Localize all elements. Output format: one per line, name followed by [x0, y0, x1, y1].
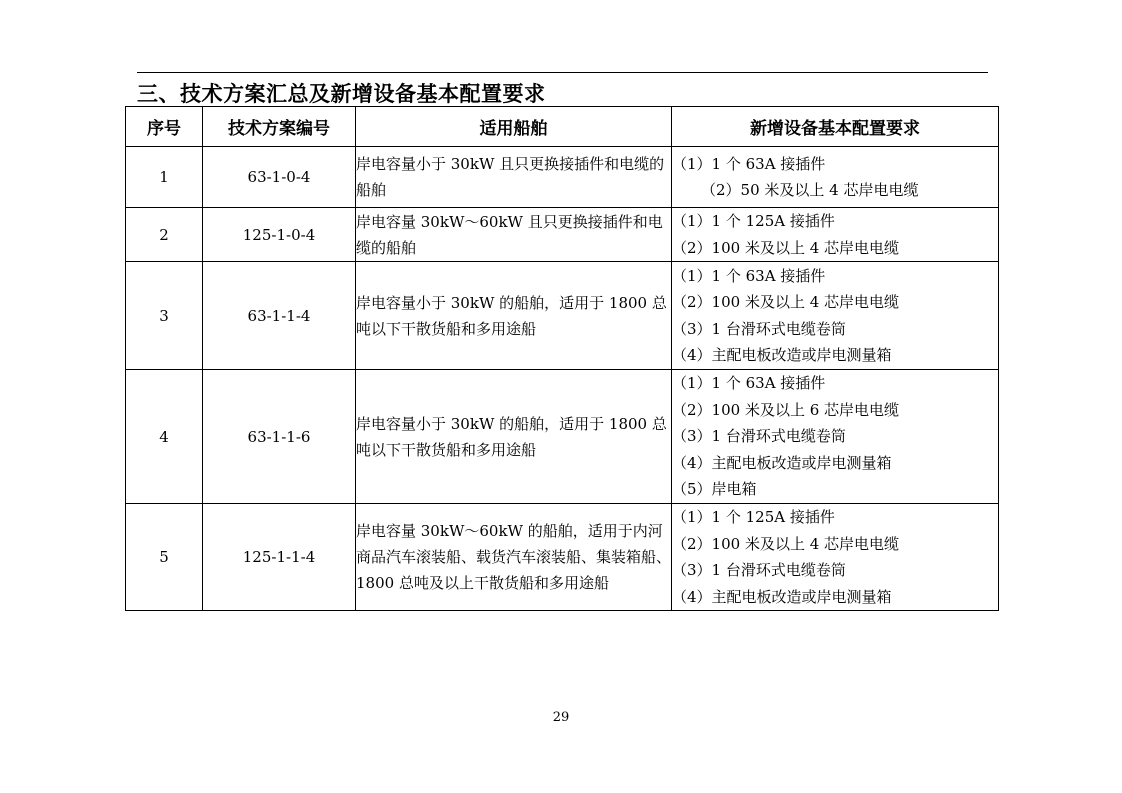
section-title: 三、技术方案汇总及新增设备基本配置要求	[137, 82, 546, 106]
tech-plan-table	[125, 106, 999, 611]
requirement-item: （2）50 米及以上 4 芯岸电电缆	[701, 181, 919, 199]
requirement-item: （3）1 台滑环式电缆卷筒	[672, 561, 846, 579]
requirement-item: （1）1 个 63A 接插件	[672, 266, 826, 285]
requirements-cell	[672, 370, 999, 504]
header-rule	[137, 72, 988, 73]
applicable-ship: 岸电容量 30kW～60kW 的船舶，适用于内河商品汽车滚装船、载货汽车滚装船、集装箱船、1800 总吨及以上干散货船和多用途船	[356, 504, 672, 611]
requirements-cell	[672, 208, 999, 262]
requirement-item: （1）1 个 125A 接插件	[672, 508, 835, 526]
table-row	[126, 147, 999, 208]
applicable-ship: 岸电容量小于 30kW 的船舶，适用于 1800 总吨以下干散货船和多用途船	[356, 370, 672, 504]
requirement-item: （1）1 个 125A 接插件	[672, 212, 835, 230]
requirement-item: （3）1 台滑环式电缆卷筒	[672, 427, 846, 446]
requirement-item: （2）100 米及以上 4 芯岸电电缆	[672, 238, 900, 257]
requirements-cell	[672, 504, 999, 611]
page-number: 29	[552, 710, 570, 725]
table-row	[126, 208, 999, 262]
requirement-item: （4）主配电板改造或岸电测量箱	[672, 346, 892, 364]
requirement-item: （2）100 米及以上 4 芯岸电电缆	[672, 293, 900, 311]
header-code: 技术方案编号	[203, 107, 356, 147]
requirement-item: （2）100 米及以上 6 芯岸电电缆	[672, 400, 900, 419]
plan-code: 63-1-1-6	[203, 370, 356, 504]
table-row	[126, 504, 999, 611]
requirement-item: （1）1 个 63A 接插件	[672, 374, 826, 393]
requirement-item: （2）100 米及以上 4 芯岸电电缆	[672, 534, 900, 553]
table-row	[126, 262, 999, 370]
header-num: 序号	[126, 107, 203, 147]
applicable-ship: 岸电容量小于 30kW 的船舶，适用于 1800 总吨以下干散货船和多用途船	[356, 262, 672, 370]
table-header-row	[126, 107, 999, 147]
plan-code: 63-1-1-4	[203, 262, 356, 370]
requirement-item: （1）1 个 63A 接插件	[672, 154, 826, 173]
requirement-item: （3）1 台滑环式电缆卷筒	[672, 319, 846, 338]
header-requirements: 新增设备基本配置要求	[672, 107, 999, 147]
plan-code: 63-1-0-4	[203, 147, 356, 208]
table-row	[126, 370, 999, 504]
requirements-cell	[672, 262, 999, 370]
row-num: 1	[126, 147, 203, 208]
row-num: 2	[126, 208, 203, 262]
requirement-item: （4）主配电板改造或岸电测量箱	[672, 587, 892, 606]
applicable-ship: 岸电容量 30kW～60kW 且只更换接插件和电缆的船舶	[356, 208, 672, 262]
row-num: 3	[126, 262, 203, 370]
applicable-ship: 岸电容量小于 30kW 且只更换接插件和电缆的船舶	[356, 147, 672, 208]
row-num: 4	[126, 370, 203, 504]
requirement-item: （5）岸电箱	[672, 480, 757, 499]
requirements-cell	[672, 147, 999, 208]
plan-code: 125-1-0-4	[203, 208, 356, 262]
requirement-item: （4）主配电板改造或岸电测量箱	[672, 453, 892, 472]
plan-code: 125-1-1-4	[203, 504, 356, 611]
header-ship: 适用船舶	[356, 107, 672, 147]
row-num: 5	[126, 504, 203, 611]
